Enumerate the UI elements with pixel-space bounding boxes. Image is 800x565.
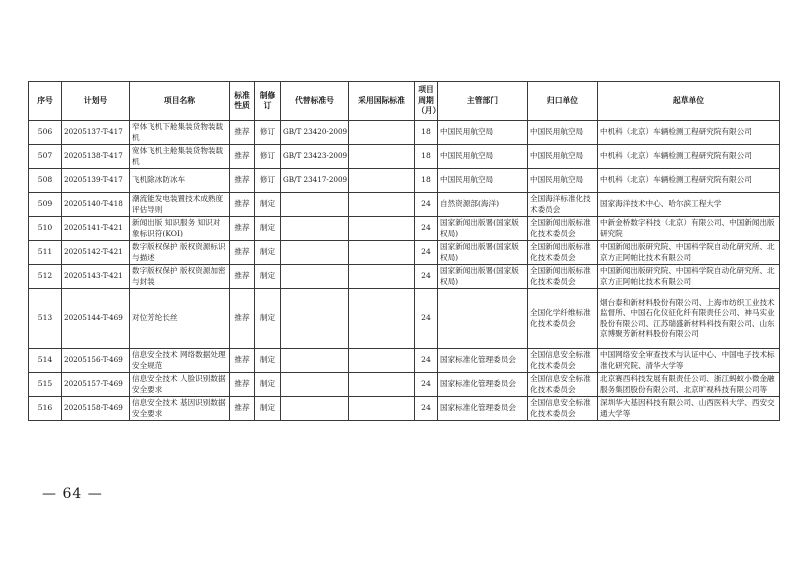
cell-seq: 516 <box>29 397 62 421</box>
cell-plan-no: 20205143-T-421 <box>62 265 130 289</box>
cell-replaced-standard <box>281 265 349 289</box>
cell-unit: 全国信息安全标准化技术委员会 <box>528 349 598 373</box>
cell-replaced-standard <box>281 373 349 397</box>
cell-department <box>438 289 528 349</box>
table-row <box>29 193 780 217</box>
cell-department: 中国民用航空局 <box>438 121 528 145</box>
cell-nature: 推荐 <box>230 349 255 373</box>
cell-international-standard <box>349 217 415 241</box>
cell-project-name: 信息安全技术 基因识别数据安全要求 <box>130 397 230 421</box>
cell-department: 国家标准化管理委员会 <box>438 373 528 397</box>
cell-department: 自然资源部(海洋) <box>438 193 528 217</box>
table-body <box>29 121 780 421</box>
cell-department: 国家新闻出版署(国家版权局) <box>438 217 528 241</box>
cell-drafter: 中新金桥数字科技（北京）有限公司、中国新闻出版研究院 <box>598 217 780 241</box>
cell-project-name: 数字版权保护 版权资源加密与封装 <box>130 265 230 289</box>
cell-period: 18 <box>415 169 438 193</box>
cell-revision: 制定 <box>255 193 281 217</box>
cell-international-standard <box>349 397 415 421</box>
header-replaced-standard: 代替标准号 <box>281 82 349 121</box>
header-seq: 序号 <box>29 82 62 121</box>
header-project-name: 项目名称 <box>130 82 230 121</box>
cell-project-name: 飞机除冰防冰车 <box>130 169 230 193</box>
cell-drafter: 中国新闻出版研究院、中国科学院自动化研究所、北京方正阿帕比技术有限公司 <box>598 265 780 289</box>
cell-plan-no: 20205140-T-418 <box>62 193 130 217</box>
cell-revision: 制定 <box>255 289 281 349</box>
cell-international-standard <box>349 121 415 145</box>
cell-unit: 全国新闻出版标准化技术委员会 <box>528 265 598 289</box>
cell-period: 18 <box>415 145 438 169</box>
header-plan-no: 计划号 <box>62 82 130 121</box>
cell-seq: 513 <box>29 289 62 349</box>
cell-nature: 推荐 <box>230 169 255 193</box>
cell-department: 国家新闻出版署(国家版权局) <box>438 241 528 265</box>
cell-period: 18 <box>415 121 438 145</box>
cell-seq: 515 <box>29 373 62 397</box>
header-unit: 归口单位 <box>528 82 598 121</box>
table-row <box>29 169 780 193</box>
cell-period: 24 <box>415 373 438 397</box>
header-revision: 制修订 <box>255 82 281 121</box>
table-row <box>29 265 780 289</box>
cell-replaced-standard: GB/T 23423-2009 <box>281 145 349 169</box>
cell-department: 中国民用航空局 <box>438 169 528 193</box>
table-row <box>29 289 780 349</box>
cell-project-name: 数字版权保护 版权资源标识与描述 <box>130 241 230 265</box>
table-row <box>29 373 780 397</box>
cell-unit: 全国化学纤维标准化技术委员会 <box>528 289 598 349</box>
table-row <box>29 241 780 265</box>
cell-unit: 中国民用航空局 <box>528 169 598 193</box>
cell-international-standard <box>349 169 415 193</box>
cell-revision: 制定 <box>255 241 281 265</box>
cell-nature: 推荐 <box>230 373 255 397</box>
cell-drafter: 中机科（北京）车辆检测工程研究院有限公司 <box>598 121 780 145</box>
cell-period: 24 <box>415 217 438 241</box>
cell-replaced-standard <box>281 193 349 217</box>
table-header-row <box>29 82 780 121</box>
cell-department: 中国民用航空局 <box>438 145 528 169</box>
cell-revision: 修订 <box>255 169 281 193</box>
table-row <box>29 397 780 421</box>
header-nature: 标准性质 <box>230 82 255 121</box>
cell-period: 24 <box>415 397 438 421</box>
cell-period: 24 <box>415 289 438 349</box>
cell-project-name: 窄体飞机下舱集装货物装载机 <box>130 121 230 145</box>
cell-plan-no: 20205144-T-469 <box>62 289 130 349</box>
cell-revision: 修订 <box>255 121 281 145</box>
cell-plan-no: 20205156-T-469 <box>62 349 130 373</box>
cell-international-standard <box>349 373 415 397</box>
cell-nature: 推荐 <box>230 265 255 289</box>
table-row <box>29 145 780 169</box>
standards-plan-table <box>28 81 780 421</box>
page-number: — 64 — <box>42 486 103 502</box>
cell-plan-no: 20205138-T-417 <box>62 145 130 169</box>
cell-plan-no: 20205137-T-417 <box>62 121 130 145</box>
cell-project-name: 信息安全技术 网络数据处理安全规范 <box>130 349 230 373</box>
cell-seq: 510 <box>29 217 62 241</box>
cell-drafter: 中机科（北京）车辆检测工程研究院有限公司 <box>598 169 780 193</box>
cell-plan-no: 20205141-T-421 <box>62 217 130 241</box>
cell-nature: 推荐 <box>230 241 255 265</box>
cell-drafter: 中机科（北京）车辆检测工程研究院有限公司 <box>598 145 780 169</box>
cell-international-standard <box>349 145 415 169</box>
cell-project-name: 宽体飞机主舱集装货物装载机 <box>130 145 230 169</box>
cell-department: 国家新闻出版署(国家版权局) <box>438 265 528 289</box>
cell-nature: 推荐 <box>230 193 255 217</box>
cell-project-name: 信息安全技术 人脸识别数据安全要求 <box>130 373 230 397</box>
cell-replaced-standard: GB/T 23420-2009 <box>281 121 349 145</box>
cell-seq: 507 <box>29 145 62 169</box>
cell-revision: 制定 <box>255 349 281 373</box>
cell-international-standard <box>349 289 415 349</box>
cell-revision: 制定 <box>255 265 281 289</box>
table-row <box>29 121 780 145</box>
cell-revision: 制定 <box>255 397 281 421</box>
cell-period: 24 <box>415 349 438 373</box>
cell-nature: 推荐 <box>230 145 255 169</box>
cell-department: 国家标准化管理委员会 <box>438 397 528 421</box>
cell-unit: 全国信息安全标准化技术委员会 <box>528 397 598 421</box>
cell-period: 24 <box>415 241 438 265</box>
cell-drafter: 烟台泰和新材料股份有限公司、上海市纺织工业技术监督所、中国石化仪征化纤有限责任公司、神马实业股份有限公司、江苏瑞盛新材料科技有限公司、山东京博聚芳新材料股份有限公司 <box>598 289 780 349</box>
cell-international-standard <box>349 349 415 373</box>
cell-unit: 全国新闻出版标准化技术委员会 <box>528 217 598 241</box>
cell-project-name: 新闻出版 知识服务 知识对象标识符(KOI) <box>130 217 230 241</box>
cell-seq: 512 <box>29 265 62 289</box>
cell-plan-no: 20205139-T-417 <box>62 169 130 193</box>
cell-replaced-standard <box>281 289 349 349</box>
table-row <box>29 217 780 241</box>
cell-replaced-standard <box>281 217 349 241</box>
cell-unit: 全国信息安全标准化技术委员会 <box>528 373 598 397</box>
cell-international-standard <box>349 193 415 217</box>
cell-nature: 推荐 <box>230 397 255 421</box>
cell-revision: 制定 <box>255 373 281 397</box>
cell-drafter: 中国新闻出版研究院、中国科学院自动化研究所、北京方正阿帕比技术有限公司 <box>598 241 780 265</box>
cell-plan-no: 20205142-T-421 <box>62 241 130 265</box>
cell-nature: 推荐 <box>230 121 255 145</box>
cell-replaced-standard <box>281 241 349 265</box>
cell-nature: 推荐 <box>230 289 255 349</box>
cell-seq: 514 <box>29 349 62 373</box>
cell-revision: 制定 <box>255 217 281 241</box>
cell-drafter: 深圳华大基因科技有限公司、山西医科大学、西安交通大学等 <box>598 397 780 421</box>
cell-unit: 全国新闻出版标准化技术委员会 <box>528 241 598 265</box>
cell-drafter: 国家海洋技术中心、哈尔滨工程大学 <box>598 193 780 217</box>
cell-project-name: 对位芳纶长丝 <box>130 289 230 349</box>
cell-seq: 509 <box>29 193 62 217</box>
cell-project-name: 潮流能发电装置技术成熟度评估导则 <box>130 193 230 217</box>
header-international-standard: 采用国际标准 <box>349 82 415 121</box>
header-department: 主管部门 <box>438 82 528 121</box>
cell-unit: 全国海洋标准化技术委员会 <box>528 193 598 217</box>
cell-plan-no: 20205157-T-469 <box>62 373 130 397</box>
cell-unit: 中国民用航空局 <box>528 145 598 169</box>
table-row <box>29 349 780 373</box>
cell-drafter: 北京赛西科技发展有限责任公司、浙江蚂蚁小微金融服务集团股份有限公司、北京旷视科技有限公司等 <box>598 373 780 397</box>
cell-department: 国家标准化管理委员会 <box>438 349 528 373</box>
header-drafter: 起草单位 <box>598 82 780 121</box>
cell-unit: 中国民用航空局 <box>528 121 598 145</box>
header-period: 项目周期（月） <box>415 82 438 121</box>
cell-period: 24 <box>415 193 438 217</box>
cell-international-standard <box>349 265 415 289</box>
cell-seq: 506 <box>29 121 62 145</box>
cell-replaced-standard <box>281 349 349 373</box>
cell-drafter: 中国网络安全审查技术与认证中心、中国电子技术标准化研究院、清华大学等 <box>598 349 780 373</box>
cell-period: 24 <box>415 265 438 289</box>
cell-replaced-standard: GB/T 23417-2009 <box>281 169 349 193</box>
cell-revision: 修订 <box>255 145 281 169</box>
cell-seq: 508 <box>29 169 62 193</box>
cell-replaced-standard <box>281 397 349 421</box>
cell-nature: 推荐 <box>230 217 255 241</box>
cell-plan-no: 20205158-T-469 <box>62 397 130 421</box>
cell-international-standard <box>349 241 415 265</box>
cell-seq: 511 <box>29 241 62 265</box>
